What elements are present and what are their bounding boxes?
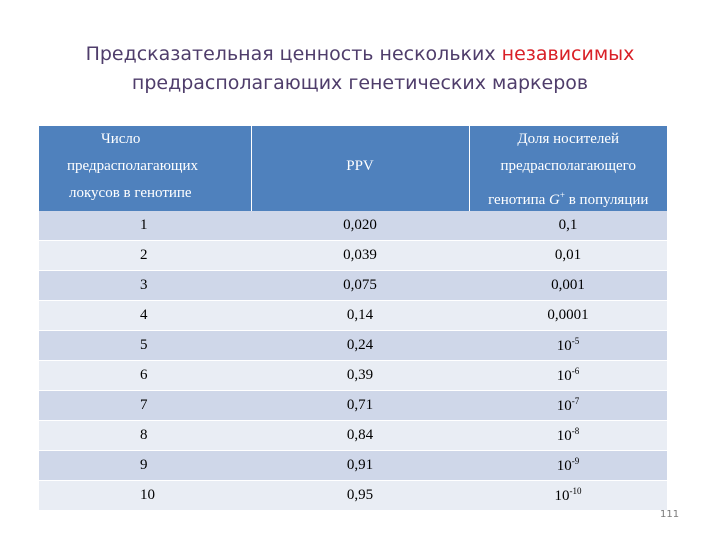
cell-share-value: 10 [556,428,572,444]
cell-carrier-share [469,361,667,391]
header-share-line-3-pre: генотипа [488,192,550,208]
cell-share-value: 0,0001 [547,307,589,323]
cell-loci-count: 4 [39,301,251,331]
cell-loci-count: 8 [39,421,251,451]
cell-ppv: 0,84 [251,421,469,451]
cell-ppv: 0,020 [251,211,469,241]
table-row [39,481,667,511]
title-line-2: предрасполагающих генетических маркеров [131,72,589,94]
cell-share-value: 10 [556,458,572,474]
page-number: 111 [660,509,680,520]
cell-share-value: 0,01 [554,247,582,263]
header-loci-line-1: Число [101,131,141,147]
cell-share-value: 10 [556,368,572,384]
cell-loci-count: 7 [39,391,251,421]
cell-carrier-share [469,241,667,271]
cell-ppv: 0,075 [251,271,469,301]
table-row [39,271,667,301]
cell-share-exponent: -7 [571,396,580,406]
cell-carrier-share [469,271,667,301]
table-row [39,301,667,331]
table-row [39,451,667,481]
table-row [39,331,667,361]
cell-loci-count: 9 [39,451,251,481]
cell-share-value: 10 [556,398,572,414]
header-ppv-label: PPV [346,158,374,174]
slide-title [40,40,680,98]
header-share-genotype-symbol: G [549,192,560,208]
table-body [39,211,667,511]
cell-ppv: 0,91 [251,451,469,481]
table-row [39,391,667,421]
title-line-1-text: Предсказательная ценность нескольких [85,43,502,65]
cell-share-exponent: -5 [571,336,580,346]
header-share-line-3-post: в популяции [564,192,649,208]
cell-ppv: 0,71 [251,391,469,421]
table-header-row [39,126,667,211]
cell-carrier-share [469,391,667,421]
cell-carrier-share [469,301,667,331]
header-share-line-3 [470,180,668,209]
cell-loci-count: 3 [39,271,251,301]
cell-ppv: 0,039 [251,241,469,271]
cell-carrier-share [469,451,667,481]
cell-ppv: 0,24 [251,331,469,361]
cell-ppv: 0,95 [251,481,469,511]
title-highlight-word: независимых [501,43,635,65]
table-row [39,241,667,271]
header-loci-count [39,126,251,211]
header-share-line-1: Доля носителей [517,131,620,147]
cell-carrier-share [469,331,667,361]
cell-loci-count: 10 [39,481,251,511]
table-row [39,361,667,391]
cell-carrier-share [469,211,667,241]
cell-share-exponent: -10 [569,486,582,496]
cell-share-exponent: -8 [571,426,580,436]
cell-share-value: 10 [554,488,570,504]
header-share-line-2: предрасполагающего [500,158,636,174]
cell-share-value: 10 [556,338,572,354]
header-ppv [251,126,469,211]
header-loci-line-3: локусов в генотипе [69,185,192,201]
header-share-genotype-sup: + [559,190,565,200]
header-loci-line-2: предрасполагающих [67,158,199,174]
cell-loci-count: 2 [39,241,251,271]
cell-carrier-share [469,481,667,511]
title-line-1 [40,40,680,69]
ppv-table [39,126,667,511]
cell-loci-count: 5 [39,331,251,361]
cell-loci-count: 6 [39,361,251,391]
table-row [39,211,667,241]
cell-ppv: 0,14 [251,301,469,331]
cell-loci-count: 1 [39,211,251,241]
table-row [39,421,667,451]
cell-share-value: 0,1 [558,217,578,233]
cell-ppv: 0,39 [251,361,469,391]
cell-share-value: 0,001 [551,277,585,293]
cell-share-exponent: -6 [571,366,580,376]
cell-share-exponent: -9 [571,456,580,466]
header-carrier-share [469,126,667,211]
cell-carrier-share [469,421,667,451]
